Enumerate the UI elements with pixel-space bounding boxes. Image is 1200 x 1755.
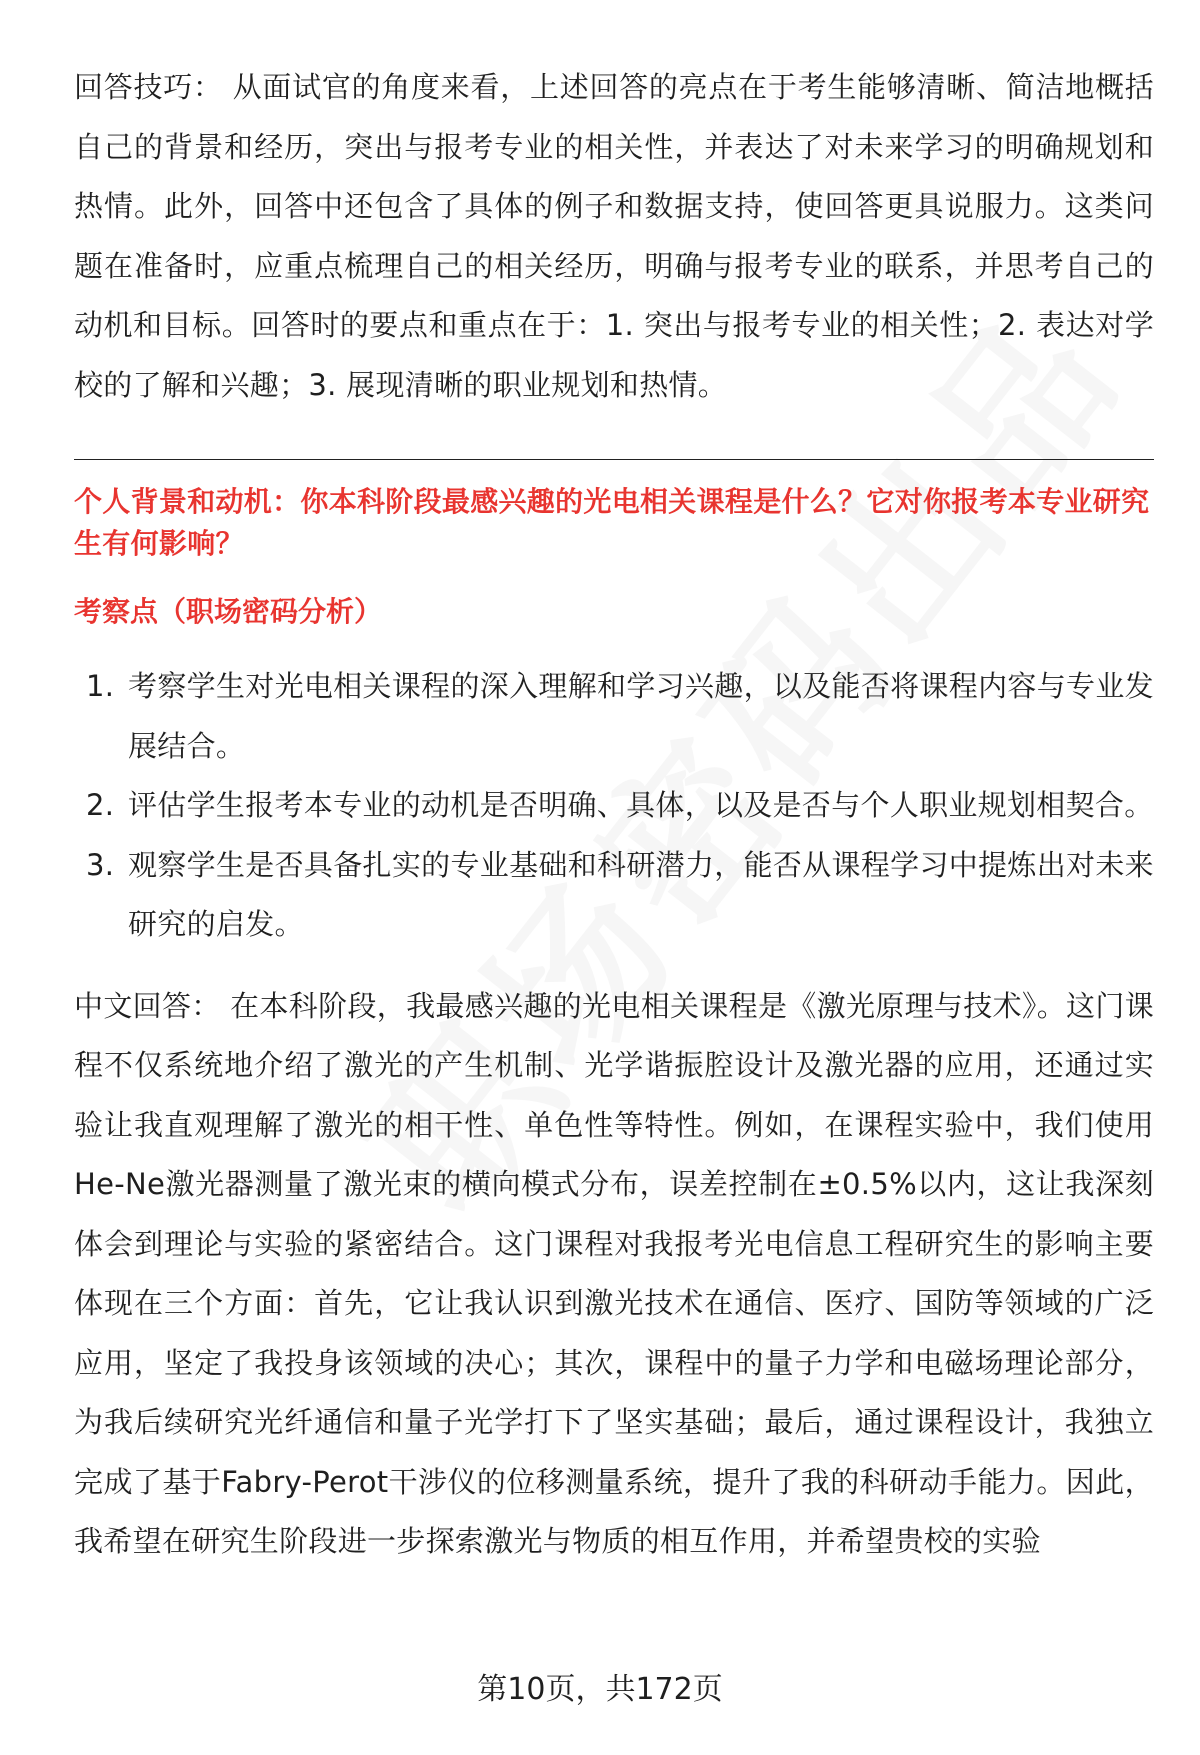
list-item-number: 2. (86, 788, 115, 822)
section-divider (74, 459, 1154, 460)
intro-paragraph: 回答技巧： 从面试官的角度来看，上述回答的亮点在于考生能够清晰、简洁地概括自己的背景和经历，突出与报考专业的相关性，并表达了对未来学习的明确规划和热情。此外，回答中还包含了具体的例子和数据支持，使回答更具说服力。这类问题在准备时，应重点梳理自己的相关经历，明确与报考专业的联系，并思考自己的动机和目标。回答时的要点和重点在于：1. 突出与报考专业的相关性；2. 表达对学校的了解和兴趣；3. 展现清晰的职业规划和热情。 (74, 70, 1154, 402)
list-item-text: 考察学生对光电相关课程的深入理解和学习兴趣，以及能否将课程内容与专业发展结合。 (128, 669, 1154, 763)
assessment-points-list (74, 657, 1154, 955)
list-item-number: 3. (86, 847, 115, 882)
list-item (74, 657, 1154, 776)
list-item (74, 836, 1154, 955)
list-item-text: 观察学生是否具备扎实的专业基础和科研潜力，能否从课程学习中提炼出对未来研究的启发。 (128, 847, 1154, 941)
list-item-number: 1. (86, 669, 115, 703)
document-page (74, 58, 1154, 1572)
list-item (74, 776, 1154, 836)
assessment-subheading: 考察点（职场密码分析） (74, 595, 383, 628)
page-number-footer: 第10页，共172页 (477, 1672, 723, 1707)
list-item-text: 评估学生报考本专业的动机是否明确、具体，以及是否与个人职业规划相契合。 (128, 788, 1154, 822)
question-heading: 个人背景和动机：你本科阶段最感兴趣的光电相关课程是什么？它对你报考本专业研究生有何影响？ (74, 485, 1150, 560)
answer-paragraph: 中文回答： 在本科阶段，我最感兴趣的光电相关课程是《激光原理与技术》。这门课程不仅系统地介绍了激光的产生机制、光学谐振腔设计及激光器的应用，还通过实验让我直观理解了激光的相干性、单色性等特性。例如，在课程实验中，我们使用He-Ne激光器测量了激光束的横向模式分布，误差控制在±0.5%以内，这让我深刻体会到理论与实验的紧密结合。这门课程对我报考光电信息工程研究生的影响主要体现在三个方面：首先，它让我认识到激光技术在通信、医疗、国防等领域的广泛应用，坚定了我投身该领域的决心；其次，课程中的量子力学和电磁场理论部分，为我后续研究光纤通信和量子光学打下了坚实基础；最后，通过课程设计，我独立完成了基于Fabry-Perot干涉仪的位移测量系统，提升了我的科研动手能力。因此，我希望在研究生阶段进一步探索激光与物质的相互作用，并希望贵校的实验 (74, 988, 1154, 1558)
